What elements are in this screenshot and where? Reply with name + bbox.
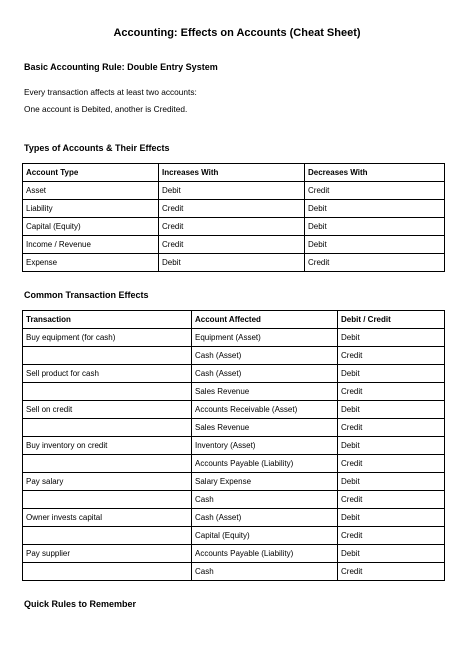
column-header-increases-with: Increases With (159, 164, 305, 182)
table-row (23, 563, 445, 581)
debit-credit-cell: Debit (338, 473, 445, 491)
table-row (23, 419, 445, 437)
debit-credit-cell: Debit (338, 437, 445, 455)
basic-rule-heading: Basic Accounting Rule: Double Entry System (24, 62, 218, 72)
transaction-cell: Sell product for cash (23, 365, 192, 383)
debit-credit-cell: Debit (338, 329, 445, 347)
transaction-cell: Sell on credit (23, 401, 192, 419)
account-types-table (22, 163, 445, 272)
transaction-effects-table (22, 310, 445, 581)
decreases-with-cell: Credit (305, 182, 445, 200)
account-affected-cell: Accounts Payable (Liability) (192, 545, 338, 563)
table-row (23, 455, 445, 473)
increases-with-cell: Credit (159, 218, 305, 236)
account-affected-cell: Accounts Payable (Liability) (192, 455, 338, 473)
transaction-cell (23, 527, 192, 545)
increases-with-cell: Credit (159, 236, 305, 254)
transaction-cell: Pay supplier (23, 545, 192, 563)
debit-credit-cell: Debit (338, 545, 445, 563)
table-row (23, 401, 445, 419)
table-row (23, 545, 445, 563)
increases-with-cell: Credit (159, 200, 305, 218)
account-type-cell: Asset (23, 182, 159, 200)
debit-credit-cell: Debit (338, 509, 445, 527)
decreases-with-cell: Debit (305, 218, 445, 236)
transaction-cell: Owner invests capital (23, 509, 192, 527)
increases-with-cell: Debit (159, 182, 305, 200)
table-header-row (23, 164, 445, 182)
account-affected-cell: Sales Revenue (192, 419, 338, 437)
table-row (23, 383, 445, 401)
debit-credit-cell: Debit (338, 401, 445, 419)
account-affected-cell: Equipment (Asset) (192, 329, 338, 347)
transaction-cell: Pay salary (23, 473, 192, 491)
column-header-debit-credit: Debit / Credit (338, 311, 445, 329)
table-row (23, 218, 445, 236)
table-row (23, 473, 445, 491)
decreases-with-cell: Debit (305, 200, 445, 218)
account-type-cell: Expense (23, 254, 159, 272)
account-affected-cell: Cash (Asset) (192, 347, 338, 365)
account-type-cell: Income / Revenue (23, 236, 159, 254)
table-row (23, 491, 445, 509)
increases-with-cell: Debit (159, 254, 305, 272)
column-header-account-type: Account Type (23, 164, 159, 182)
table-row (23, 437, 445, 455)
table-row (23, 527, 445, 545)
column-header-account-affected: Account Affected (192, 311, 338, 329)
column-header-transaction: Transaction (23, 311, 192, 329)
account-affected-cell: Salary Expense (192, 473, 338, 491)
table-row (23, 200, 445, 218)
transaction-cell: Buy inventory on credit (23, 437, 192, 455)
account-affected-cell: Sales Revenue (192, 383, 338, 401)
table-row (23, 347, 445, 365)
debit-credit-cell: Credit (338, 347, 445, 365)
account-affected-cell: Capital (Equity) (192, 527, 338, 545)
transaction-cell (23, 563, 192, 581)
transaction-cell (23, 491, 192, 509)
debit-credit-cell: Credit (338, 383, 445, 401)
table-row (23, 236, 445, 254)
account-affected-cell: Inventory (Asset) (192, 437, 338, 455)
table-row (23, 254, 445, 272)
table-row (23, 329, 445, 347)
table-row (23, 509, 445, 527)
debit-credit-cell: Credit (338, 563, 445, 581)
debit-credit-cell: Credit (338, 419, 445, 437)
transaction-cell (23, 455, 192, 473)
account-type-cell: Liability (23, 200, 159, 218)
decreases-with-cell: Credit (305, 254, 445, 272)
debit-credit-cell: Credit (338, 527, 445, 545)
basic-rule-line-1: Every transaction affects at least two accounts: (24, 87, 197, 97)
quick-rules-heading: Quick Rules to Remember (24, 599, 137, 609)
column-header-decreases-with: Decreases With (305, 164, 445, 182)
table-row (23, 365, 445, 383)
account-affected-cell: Cash (192, 563, 338, 581)
account-type-cell: Capital (Equity) (23, 218, 159, 236)
document-title: Accounting: Effects on Accounts (Cheat Sheet) (113, 27, 361, 39)
transaction-cell (23, 419, 192, 437)
debit-credit-cell: Credit (338, 455, 445, 473)
transaction-cell (23, 347, 192, 365)
basic-rule-line-2: One account is Debited, another is Credited. (24, 104, 188, 114)
account-affected-cell: Accounts Receivable (Asset) (192, 401, 338, 419)
transaction-cell: Buy equipment (for cash) (23, 329, 192, 347)
debit-credit-cell: Debit (338, 365, 445, 383)
transaction-cell (23, 383, 192, 401)
transaction-effects-heading: Common Transaction Effects (24, 290, 149, 300)
account-affected-cell: Cash (Asset) (192, 509, 338, 527)
debit-credit-cell: Credit (338, 491, 445, 509)
account-types-heading: Types of Accounts & Their Effects (24, 143, 170, 153)
table-row (23, 182, 445, 200)
account-affected-cell: Cash (Asset) (192, 365, 338, 383)
account-affected-cell: Cash (192, 491, 338, 509)
decreases-with-cell: Debit (305, 236, 445, 254)
table-header-row (23, 311, 445, 329)
